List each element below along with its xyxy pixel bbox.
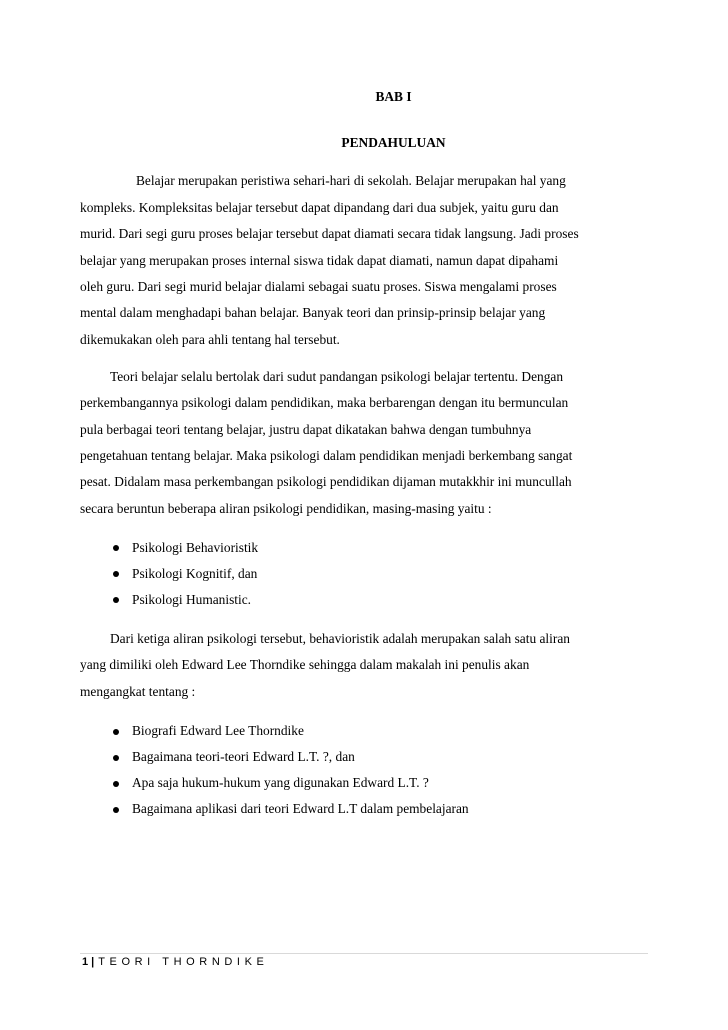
paragraph-line: Belajar merupakan peristiwa sehari-hari di sekolah. Belajar merupakan hal yang xyxy=(136,173,566,188)
section-title-text: PENDAHULUAN xyxy=(341,135,446,150)
paragraph-line: pula berbagai teori tentang belajar, justru dapat dikatakan bahwa dengan tumbuhnya xyxy=(80,422,532,437)
list-item: Psikologi Humanistic. xyxy=(132,592,252,607)
paragraph-line: belajar yang merupakan proses internal siswa tidak dapat diamati, namun dapat dipahami xyxy=(80,253,559,268)
chapter-heading xyxy=(0,89,728,105)
page-footer xyxy=(82,954,268,970)
list-item: Psikologi Kognitif, dan xyxy=(132,566,258,581)
paragraph-line: secara beruntun beberapa aliran psikologi pendidikan, masing-masing yaitu : xyxy=(80,501,492,516)
paragraph-line: pesat. Didalam masa perkembangan psikologi pendidikan dijaman mutakkhir ini muncullah xyxy=(80,474,572,489)
bullet-icon xyxy=(113,729,119,735)
bullet-icon xyxy=(113,781,119,787)
running-title: TEORI THORNDIKE xyxy=(98,956,269,968)
paragraph-line: perkembangannya psikologi dalam pendidikan, maka berbarengan dengan itu bermunculan xyxy=(80,395,569,410)
bullet-icon xyxy=(113,545,119,551)
bullet-icon xyxy=(113,807,119,813)
paragraph-line: pengetahuan tentang belajar. Maka psikologi dalam pendidikan menjadi berkembang sangat xyxy=(80,448,573,463)
paragraph-line: yang dimiliki oleh Edward Lee Thorndike sehingga dalam makalah ini penulis akan xyxy=(80,657,530,672)
paragraph-line: kompleks. Kompleksitas belajar tersebut dapat dipandang dari dua subjek, yaitu guru dan xyxy=(80,200,559,215)
footer-separator: | xyxy=(91,956,95,968)
list-item: Psikologi Behavioristik xyxy=(132,540,259,555)
list-item: Bagaimana teori-teori Edward L.T. ?, dan xyxy=(132,749,355,764)
bullet-icon xyxy=(113,597,119,603)
list-item: Bagaimana aplikasi dari teori Edward L.T dalam pembelajaran xyxy=(132,801,469,816)
paragraph-line: Teori belajar selalu bertolak dari sudut pandangan psikologi belajar tertentu. Dengan xyxy=(110,369,564,384)
list-item: Apa saja hukum-hukum yang digunakan Edward L.T. ? xyxy=(132,775,429,790)
paragraph-line: murid. Dari segi guru proses belajar tersebut dapat diamati secara tidak langsung. Jadi proses xyxy=(80,226,579,241)
list-item: Biografi Edward Lee Thorndike xyxy=(132,723,304,738)
paragraph-line: mengangkat tentang : xyxy=(80,684,196,699)
paragraph-line: Dari ketiga aliran psikologi tersebut, behavioristik adalah merupakan salah satu aliran xyxy=(110,631,570,646)
paragraph-line: dikemukakan oleh para ahli tentang hal tersebut. xyxy=(80,332,340,347)
chapter-label: BAB I xyxy=(375,89,412,104)
bullet-icon xyxy=(113,571,119,577)
bullet-icon xyxy=(113,755,119,761)
section-title xyxy=(0,135,728,151)
paragraph-line: mental dalam menghadapi bahan belajar. Banyak teori dan prinsip-prinsip belajar yang xyxy=(80,305,546,320)
paragraph-line: oleh guru. Dari segi murid belajar dialami sebagai suatu proses. Siswa mengalami proses xyxy=(80,279,557,294)
page-number: 1 xyxy=(82,956,89,968)
